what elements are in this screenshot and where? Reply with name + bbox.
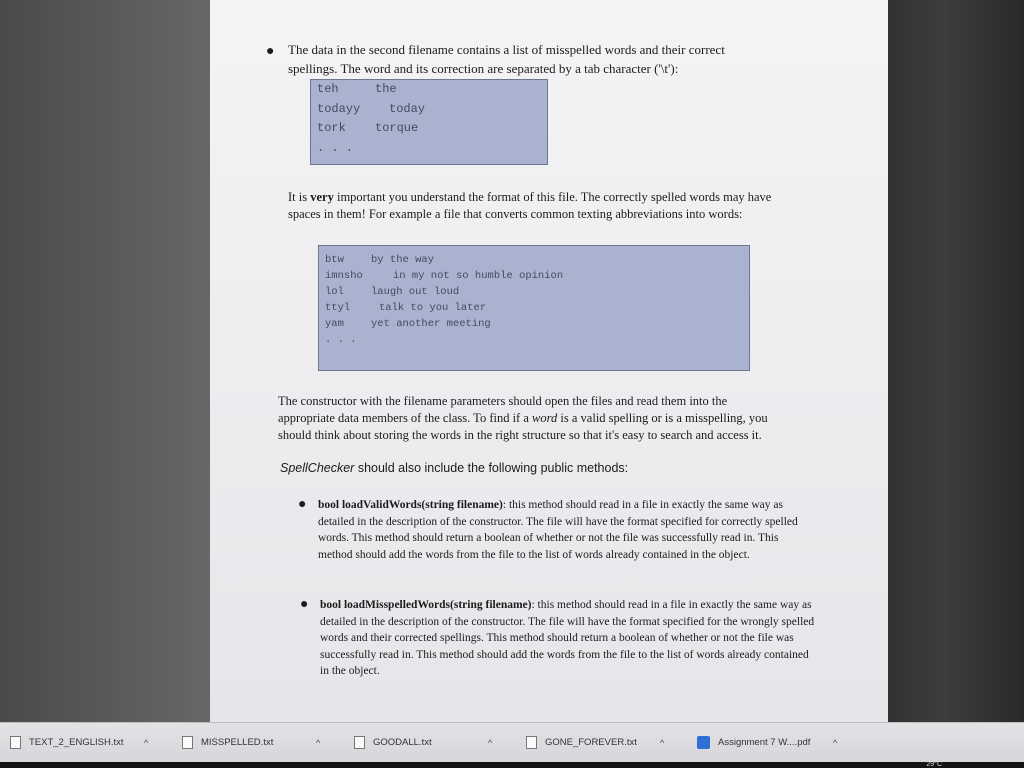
abbreviation: ttyl	[325, 302, 351, 314]
constructor-paragraph	[278, 393, 818, 444]
download-item[interactable]	[697, 733, 838, 753]
chevron-up-icon[interactable]: ^	[488, 738, 493, 748]
method-load-misspelled-words	[300, 597, 816, 680]
chevron-up-icon[interactable]: ^	[316, 738, 321, 748]
table-row	[311, 139, 547, 159]
method-description: : this method should read in a file in exactly the same way as detailed in the description of the constructor. The file will have the format specified for the wrongly spelled words and their corrected spellings. This method should return a boolean of whether or not the file was successfully read in. This method should add the words from the file to the list of words already contained in the object.	[320, 599, 815, 677]
bullet-line-2: spellings. The word and its correction are separated by a tab character ('\t'):	[288, 61, 679, 76]
chevron-up-icon[interactable]: ^	[144, 738, 149, 748]
windows-taskbar	[0, 762, 1024, 768]
constructor-italic-word: word	[532, 411, 558, 425]
misspelled-word: todayy	[317, 101, 361, 116]
abbreviation: yam	[325, 318, 344, 330]
constructor-line-2-pre: appropriate data members of the class. To find if a	[278, 411, 533, 425]
download-item[interactable]	[182, 733, 321, 753]
bullet-icon: ●	[300, 597, 309, 612]
misspelled-example-box	[310, 79, 548, 165]
table-row	[319, 316, 749, 332]
bullet-icon: ●	[298, 497, 307, 512]
meaning: in my not so humble opinion	[393, 270, 564, 282]
bullet-misspelled-file	[266, 40, 833, 78]
table-row	[319, 284, 749, 300]
method-load-valid-words	[298, 497, 814, 563]
method-signature: bool loadMisspelledWords(string filename)	[320, 599, 532, 611]
download-item[interactable]	[354, 733, 493, 753]
constructor-line-2-post: is a valid spelling or is a misspelling, you	[557, 411, 768, 425]
abbreviation: imnsho	[325, 270, 363, 282]
download-filename: GOODALL.txt	[373, 737, 432, 748]
table-row	[311, 80, 547, 100]
format-note-line-2: spaces in them! For example a file that converts common texting abbreviations into words:	[288, 207, 743, 221]
table-row	[311, 100, 547, 120]
method-description: : this method should read in a file in exactly the same way as detailed in the description of the constructor. The file will have the format specified for correctly spelled words. This method should return a boolean of whether or not the file was successfully read in. This method should add the words from the file to the list of words already contained in the object.	[318, 499, 798, 561]
constructor-line-3: should think about storing the words in the right structure so that it's easy to search and access it.	[278, 428, 762, 442]
download-item[interactable]	[526, 733, 665, 753]
correct-word: torque	[375, 121, 419, 135]
correct-word: the	[375, 82, 397, 96]
ellipsis: . . .	[317, 140, 354, 155]
meaning: yet another meeting	[371, 318, 491, 330]
bullet-icon: ●	[266, 44, 275, 59]
ellipsis: . . .	[325, 334, 357, 346]
format-note	[288, 189, 828, 223]
text-file-icon	[354, 736, 365, 749]
method-signature: bool loadValidWords(string filename)	[318, 499, 503, 511]
download-filename: GONE_FOREVER.txt	[545, 737, 637, 748]
abbreviation: btw	[325, 254, 344, 266]
constructor-line-2	[278, 410, 818, 427]
download-filename: MISSPELLED.txt	[201, 737, 274, 748]
chevron-up-icon[interactable]: ^	[833, 738, 838, 748]
abbreviation: lol	[325, 286, 344, 298]
download-item[interactable]	[10, 733, 149, 753]
table-row	[319, 332, 749, 348]
text-file-icon	[526, 736, 537, 749]
class-name: SpellChecker	[280, 461, 355, 475]
table-row	[319, 252, 749, 268]
format-note-emphasis: very	[310, 190, 334, 204]
document-page	[210, 0, 888, 722]
meaning: talk to you later	[379, 302, 487, 314]
monitor-bezel-left	[0, 0, 230, 722]
bullet-line-1: The data in the second filename contains a list of misspelled words and their correct	[288, 42, 725, 57]
misspelled-word: tork	[317, 121, 346, 135]
format-note-post: important you understand the format of this file. The correctly spelled words may have	[333, 190, 772, 204]
weather-temperature: 29°C	[926, 761, 942, 768]
correct-word: today	[389, 101, 426, 116]
table-row	[319, 268, 749, 284]
methods-intro	[280, 460, 800, 477]
format-note-line-1	[288, 189, 828, 206]
meaning: laugh out loud	[371, 286, 460, 298]
download-filename: Assignment 7 W....pdf	[718, 737, 811, 748]
methods-intro-rest: should also include the following public methods:	[354, 461, 629, 475]
monitor-bezel-right	[864, 0, 1024, 722]
download-filename: TEXT_2_ENGLISH.txt	[29, 737, 124, 748]
abbreviation-example-box	[318, 245, 750, 371]
text-file-icon	[182, 736, 193, 749]
chevron-up-icon[interactable]: ^	[660, 738, 665, 748]
misspelled-word: teh	[317, 82, 339, 96]
meaning: by the way	[371, 254, 435, 266]
format-note-pre: It is	[288, 190, 311, 204]
table-row	[319, 300, 749, 316]
constructor-line-1: The constructor with the filename parameters should open the files and read them into the	[278, 394, 728, 408]
text-file-icon	[10, 736, 21, 749]
pdf-file-icon	[697, 736, 710, 749]
table-row	[311, 119, 547, 139]
download-bar	[0, 722, 1024, 763]
